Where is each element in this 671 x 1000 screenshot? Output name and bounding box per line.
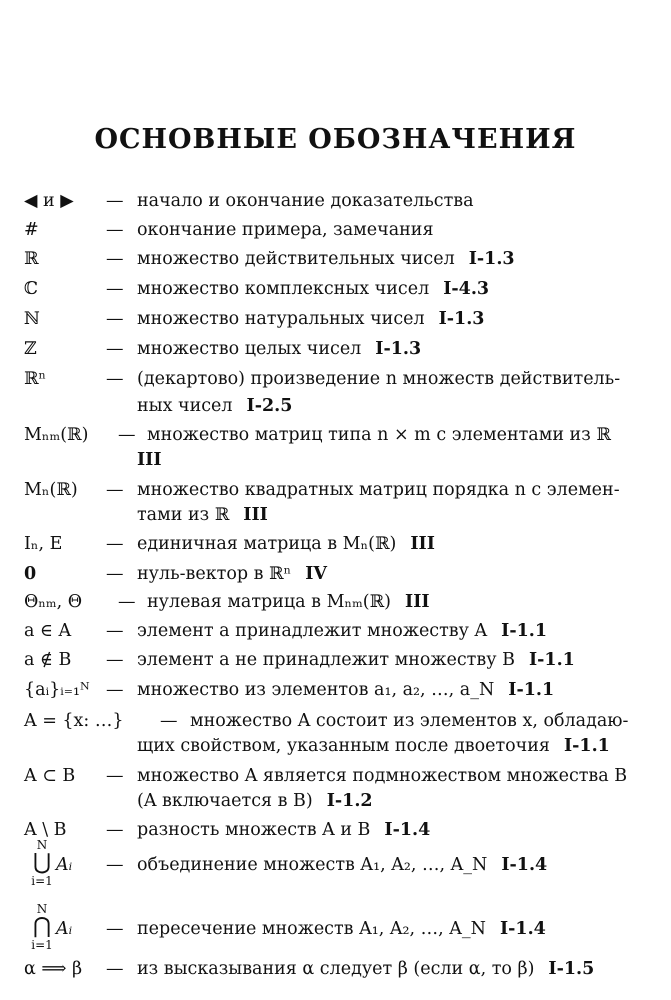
entry-symbol: ℂ — [24, 279, 38, 299]
entry-ref: III — [137, 450, 162, 470]
entry-description: множество квадратных матриц порядка n с элемен- — [137, 480, 620, 500]
entry-description: из высказывания α следует β (если α, то β) I-1.5 — [137, 959, 595, 979]
entry-description: единичная матрица в Mₙ(ℝ) III — [137, 534, 435, 554]
entry-ref: I-1.2 — [326, 791, 373, 811]
entry-ref: I-1.1 — [501, 621, 548, 641]
entry-dash: — — [118, 592, 136, 612]
entry-symbol: ℕ — [24, 309, 40, 329]
entry-ref: III — [410, 534, 435, 554]
entry-ref: I-1.1 — [563, 736, 610, 756]
entry-union — [0, 851, 671, 879]
entry-dash: — — [106, 191, 124, 211]
entry-description: множество A состоит из элементов x, обладаю- — [190, 711, 629, 731]
entry-dash: — — [106, 369, 124, 389]
entry-dash: — — [106, 820, 124, 840]
entry-ref: IV — [305, 564, 327, 584]
entry-dash: — — [106, 959, 124, 979]
entry-description: множество натуральных чисел I-1.3 — [137, 309, 485, 329]
entry-description: элемент a принадлежит множеству A I-1.1 — [137, 621, 548, 641]
entry-indexed-set — [0, 676, 671, 704]
entry-dash: — — [106, 621, 124, 641]
entry-implication — [0, 955, 671, 983]
entry-ref: I-1.4 — [384, 820, 431, 840]
entry-dash: — — [106, 650, 124, 670]
entry-continuation: тами из ℝ III — [137, 505, 268, 525]
entry-dash: — — [106, 339, 124, 359]
entry-symbol: A \ B — [24, 820, 67, 840]
entry-symbol: Mₙₘ(ℝ) — [24, 425, 89, 445]
entry-symbol: 0 — [24, 564, 37, 584]
entry-continuation: (A включается в B) I-1.2 — [137, 791, 373, 811]
entry-natural-numbers — [0, 305, 671, 333]
entry-dash: — — [106, 680, 124, 700]
entry-ref: I-1.3 — [438, 309, 485, 329]
intersection-upper-limit: N — [36, 902, 48, 916]
entry-description: (декартово) произведение n множеств действитель- — [137, 369, 621, 389]
entry-dash: — — [106, 766, 124, 786]
entry-description: нулевая матрица в Mₙₘ(ℝ) III — [147, 592, 430, 612]
entry-symbol: Mₙ(ℝ) — [24, 480, 78, 500]
entry-element-of — [0, 617, 671, 645]
entry-description: множество матриц типа n × m с элементами из ℝ — [147, 425, 611, 445]
entry-symbol: ℝ — [24, 249, 39, 269]
entry-matrix-set-nm — [0, 421, 671, 449]
union-upper-limit: N — [36, 838, 48, 852]
entry-symbol: ◀ и ▶ — [24, 191, 74, 211]
entry-real-numbers — [0, 245, 671, 273]
page-title: ОСНОВНЫЕ ОБОЗНАЧЕНИЯ — [94, 124, 577, 155]
entry-description: множество комплексных чисел I-4.3 — [137, 279, 490, 299]
entry-ref: I-4.3 — [443, 279, 490, 299]
entry-square-matrices — [0, 476, 671, 504]
entry-integers — [0, 335, 671, 363]
entry-ref: I-1.4 — [501, 855, 548, 875]
entry-symbol: A = {x: …} — [24, 711, 124, 731]
entry-subset — [0, 762, 671, 790]
entry-dash: — — [106, 564, 124, 584]
entry-symbol: A ⊂ B — [24, 766, 76, 786]
entry-dash: — — [106, 480, 124, 500]
entry-ref: I-1.3 — [468, 249, 515, 269]
entry-ref: I-1.4 — [499, 919, 546, 939]
entry-ref: III — [243, 505, 268, 525]
entry-description: разность множеств A и B I-1.4 — [137, 820, 431, 840]
entry-continuation — [137, 446, 657, 474]
intersection-lower-limit: i=1 — [31, 938, 53, 952]
entry-symbol: a ∈ A — [24, 621, 72, 641]
entry-ref: I-1.3 — [375, 339, 422, 359]
entry-description: нуль-вектор в ℝⁿ IV — [137, 564, 327, 584]
entry-description: окончание примера, замечания — [137, 220, 434, 240]
entry-ref: I-2.5 — [246, 396, 293, 416]
union-argument: Aᵢ — [56, 855, 73, 875]
entry-complex-numbers — [0, 275, 671, 303]
entry-dash: — — [106, 855, 124, 875]
entry-description: множество действительных чисел I-1.3 — [137, 249, 515, 269]
entry-ref: I-1.1 — [508, 680, 555, 700]
entry-description: начало и окончание доказательства — [137, 191, 474, 211]
entry-description: пересечение множеств A₁, A₂, …, A_N I-1.4 — [137, 919, 546, 939]
entry-continuation: щих свойством, указанным после двоеточия I-1.1 — [137, 736, 610, 756]
entry-intersection — [0, 915, 671, 943]
entry-symbol: Iₙ, E — [24, 534, 63, 554]
entry-description: множество целых чисел I-1.3 — [137, 339, 422, 359]
entry-zero-vector — [0, 560, 671, 588]
entry-proof-markers — [0, 187, 671, 215]
entry-ref: I-1.1 — [528, 650, 575, 670]
entry-dash: — — [118, 425, 136, 445]
entry-dash: — — [106, 279, 124, 299]
entry-description: множество A является подмножеством множества B — [137, 766, 628, 786]
entry-symbol: Θₙₘ, Θ — [24, 592, 83, 612]
entry-identity-matrix — [0, 530, 671, 558]
union-symbol: ⋃ — [32, 850, 52, 875]
entry-dash: — — [106, 309, 124, 329]
entry-zero-matrix — [0, 588, 671, 616]
entry-dash: — — [106, 249, 124, 269]
entry-set-builder — [0, 707, 671, 735]
entry-symbol: α ⟹ β — [24, 959, 83, 979]
entry-dash: — — [106, 919, 124, 939]
entry-symbol: ℝⁿ — [24, 369, 47, 389]
entry-dash: — — [160, 711, 178, 731]
entry-dash: — — [106, 534, 124, 554]
entry-symbol: a ∉ B — [24, 650, 72, 670]
entry-dash: — — [106, 220, 124, 240]
entry-ref: III — [405, 592, 430, 612]
entry-symbol: {aᵢ}ᵢ₌₁ᴺ — [24, 680, 90, 700]
entry-description: элемент a не принадлежит множеству B I-1.1 — [137, 650, 575, 670]
entry-not-element-of — [0, 646, 671, 674]
entry-continuation: ных чисел I-2.5 — [137, 396, 293, 416]
entry-symbol: # — [24, 220, 39, 240]
intersection-symbol: ⋂ — [32, 914, 52, 939]
entry-real-n-space — [0, 365, 671, 393]
entry-ref: I-1.5 — [548, 959, 595, 979]
union-lower-limit: i=1 — [31, 874, 53, 888]
intersection-argument: Aᵢ — [56, 919, 73, 939]
entry-symbol: ℤ — [24, 339, 37, 359]
entry-description: объединение множеств A₁, A₂, …, A_N I-1.4 — [137, 855, 548, 875]
entry-example-end — [0, 216, 671, 244]
entry-set-difference — [0, 816, 671, 844]
entry-description: множество из элементов a₁, a₂, …, a_N I-1.1 — [137, 680, 555, 700]
